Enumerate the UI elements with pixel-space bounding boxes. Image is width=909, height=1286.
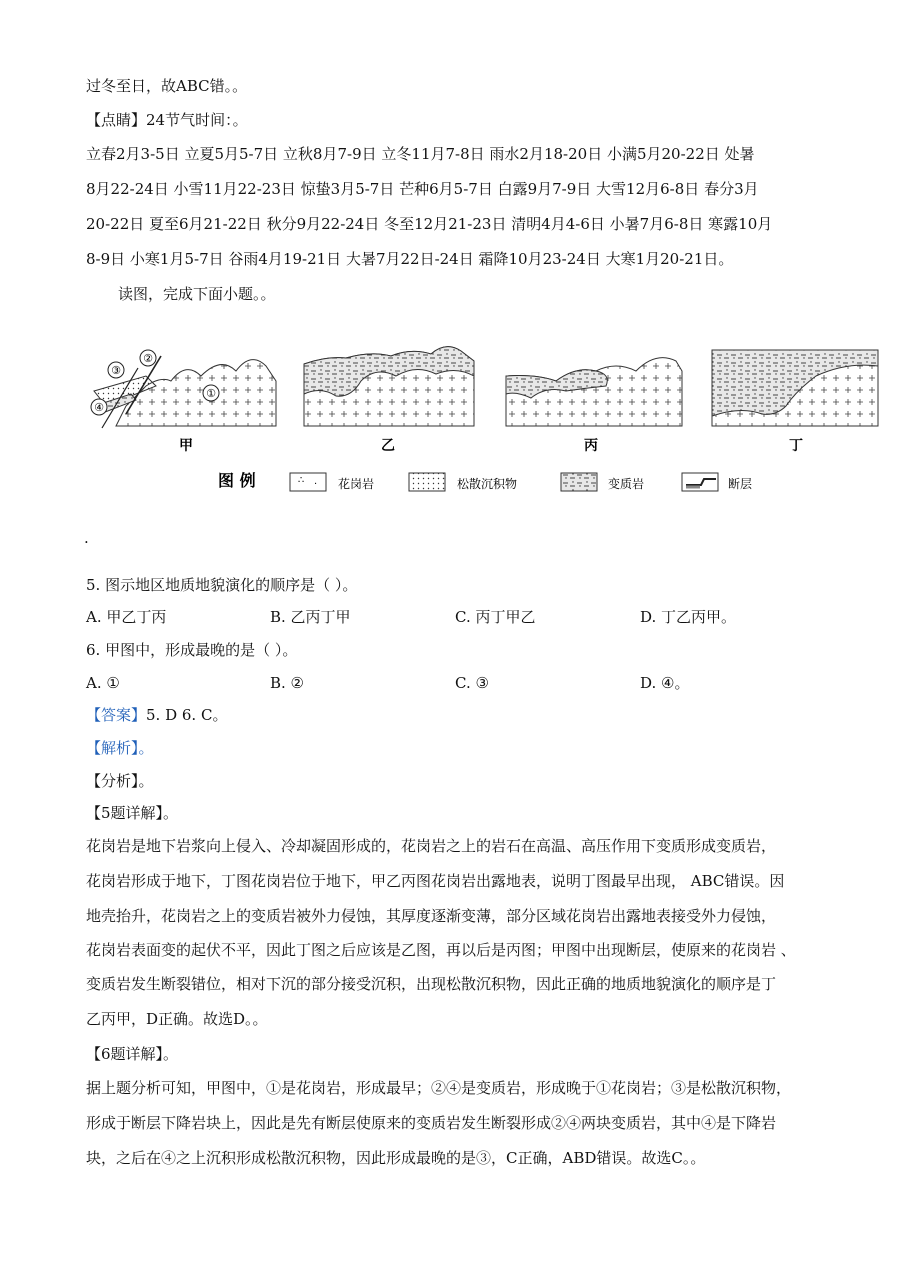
legend-metamorphic: 变质岩 xyxy=(608,477,645,491)
legend-granite: 花岗岩 xyxy=(338,477,375,491)
legend-fault: 断层 xyxy=(728,477,753,491)
answer-tag: 【答案】 xyxy=(86,706,147,724)
text-line: 过冬至日，故ABC错。。 xyxy=(86,77,248,95)
detail-6-title: 【6题详解】。 xyxy=(86,1045,179,1063)
dianjing-heading: 【点睛】24节气时间：。 xyxy=(86,111,248,129)
text-line: 8月22-24日 小雪11月22-23日 惊蛰3月5-7日 芒种6月5-7日 白露9月7-9日 大雪12月6-8日 春分3月 xyxy=(86,180,759,198)
legend-sediment: 松散沉积物 xyxy=(457,477,518,491)
panel-yi xyxy=(304,347,474,454)
text-line: 20-22日 夏至6月21-22日 秋分9月22-24日 冬至12月21-23日 清明4月4-6日 小暑7月6-8日 寒露10月 xyxy=(86,215,773,233)
stray-dot: . xyxy=(84,529,89,547)
marker-1: ① xyxy=(206,387,216,400)
answer-text: 5. D 6. C。 xyxy=(146,706,228,724)
detail-6-line: 据上题分析可知，甲图中，①是花岗岩，形成最早；②④是变质岩，形成晚于①花岗岩；③是松散沉积物， xyxy=(86,1079,792,1097)
q5-option-d: D. 丁乙丙甲。 xyxy=(640,608,737,626)
marker-2: ② xyxy=(143,352,153,365)
panel-jia xyxy=(91,350,276,454)
legend xyxy=(218,471,752,491)
marker-4: ④ xyxy=(94,401,104,414)
detail-5-title: 【5题详解】。 xyxy=(86,804,179,822)
text-line: 8-9日 小寒1月5-7日 谷雨4月19-21日 大暑7月22日-24日 霜降10月23-24日 大寒1月20-21日。 xyxy=(86,250,734,268)
panel-label-ding: 丁 xyxy=(789,438,803,454)
answer-line xyxy=(86,705,227,725)
analysis-tag: 【解析】。 xyxy=(86,739,154,757)
detail-5-line: 地壳抬升，花岗岩之上的变质岩被外力侵蚀，其厚度逐渐变薄，部分区域花岗岩出露地表接受外力侵蚀， xyxy=(86,907,777,925)
q5-option-a: A. 甲乙丁丙 xyxy=(86,608,167,626)
q6-option-c: C. ③ xyxy=(455,674,489,692)
detail-5-line: 花岗岩是地下岩浆向上侵入、冷却凝固形成的，花岗岩之上的岩石在高温、高压作用下变质形成变质岩， xyxy=(86,837,777,855)
fenxi-tag: 【分析】。 xyxy=(86,772,154,790)
detail-5-line: 乙丙甲，D正确。故选D。。 xyxy=(86,1010,268,1028)
detail-5-line: 花岗岩表面变的起伏不平，因此丁图之后应该是乙图，再以后是丙图；甲图中出现断层，使原来的花岗岩 、 xyxy=(86,941,796,959)
legend-title: 图 例 xyxy=(218,471,256,490)
marker-3: ③ xyxy=(111,364,121,377)
instruction-text: 读图，完成下面小题。。 xyxy=(118,285,276,303)
panel-label-jia: 甲 xyxy=(179,438,193,454)
geology-figure xyxy=(86,336,886,506)
q6-option-b: B. ② xyxy=(270,674,305,692)
panel-label-bing: 丙 xyxy=(584,438,598,454)
svg-text:∴: ∴ xyxy=(298,475,305,486)
q5-option-c: C. 丙丁甲乙 xyxy=(455,608,536,626)
q5-option-b: B. 乙丙丁甲 xyxy=(270,608,351,626)
panel-bing xyxy=(506,358,682,454)
panel-label-yi: 乙 xyxy=(381,438,395,454)
q6-option-a: A. ① xyxy=(86,674,120,692)
question-6-stem: 6. 甲图中，形成最晚的是（ ）。 xyxy=(86,641,298,659)
text-line: 立春2月3-5日 立夏5月5-7日 立秋8月7-9日 立冬11月7-8日 雨水2月18-20日 小满5月20-22日 处暑 xyxy=(86,145,755,163)
svg-text:·: · xyxy=(314,479,318,490)
panel-ding xyxy=(712,350,878,454)
question-5-stem: 5. 图示地区地质地貌演化的顺序是（ ）。 xyxy=(86,576,358,594)
detail-5-line: 花岗岩形成于地下，丁图花岗岩位于地下，甲乙丙图花岗岩出露地表，说明丁图最早出现， ABC错误。因 xyxy=(86,872,785,890)
detail-6-line: 块，之后在④之上沉积形成松散沉积物，因此形成最晚的是③，C正确，ABD错误。故选C。。 xyxy=(86,1149,706,1167)
q6-option-d: D. ④。 xyxy=(640,674,690,692)
detail-5-line: 变质岩发生断裂错位，相对下沉的部分接受沉积，出现松散沉积物，因此正确的地质地貌演化的顺序是丁 xyxy=(86,975,777,993)
detail-6-line: 形成于断层下降岩块上，因此是先有断层使原来的变质岩发生断裂形成②④两块变质岩，其中④是下降岩 xyxy=(86,1114,777,1132)
